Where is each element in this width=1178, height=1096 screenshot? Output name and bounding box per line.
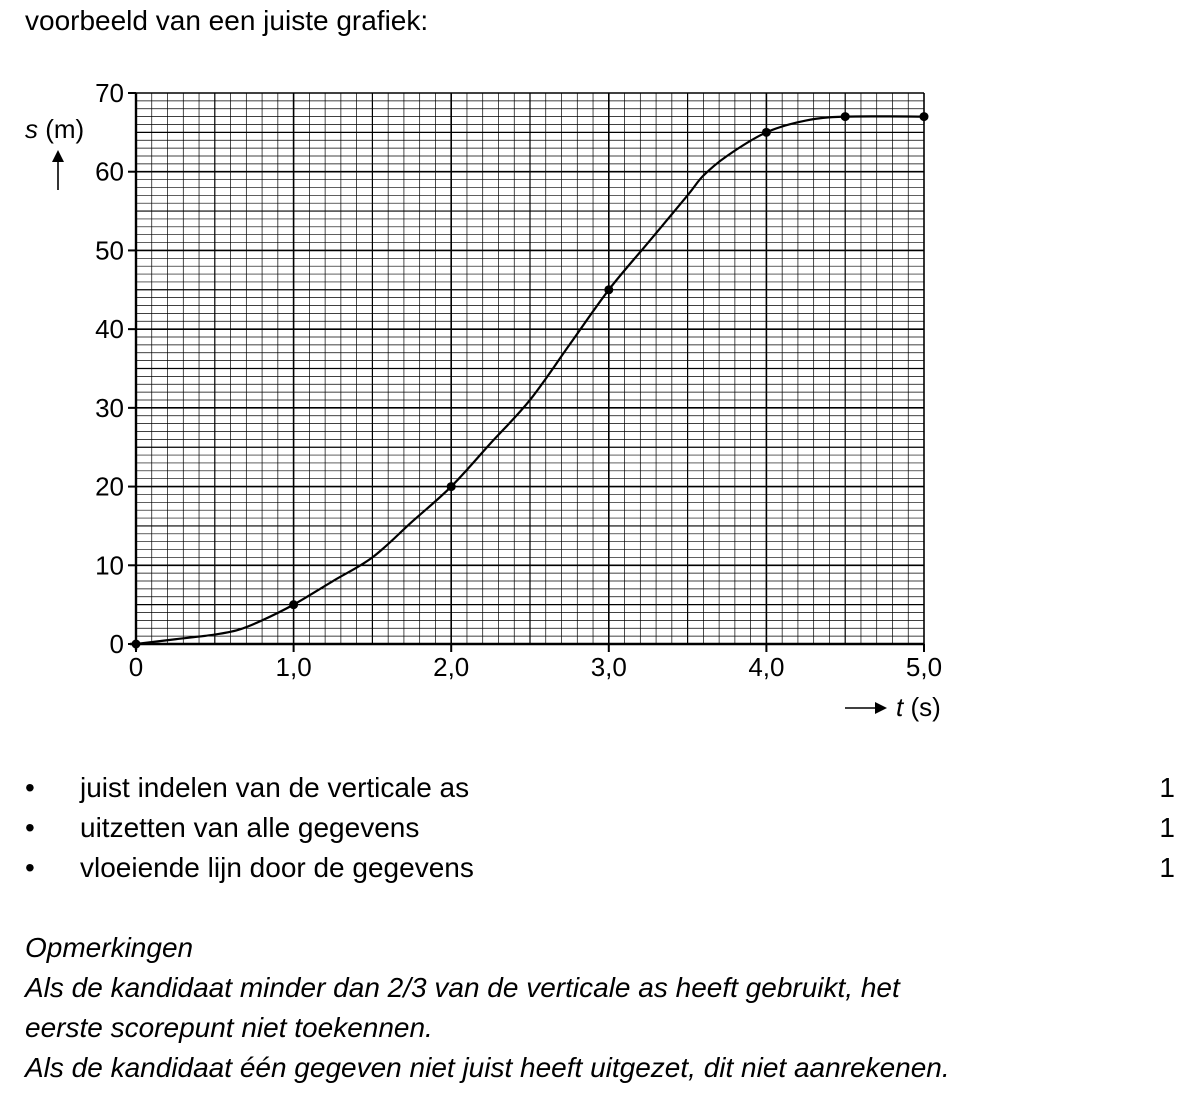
criterion-score: 1 [1159, 772, 1175, 803]
criterion-item [25, 768, 1175, 808]
criterion-item [25, 808, 1175, 848]
data-point [447, 482, 456, 491]
scoring-criteria [25, 768, 1175, 888]
x-tick-label: 1,0 [275, 652, 312, 682]
y-axis-label: s (m) [25, 114, 85, 144]
arrow-right-icon [875, 702, 887, 714]
y-tick-label: 0 [109, 629, 124, 659]
bullet-icon: • [25, 852, 35, 883]
y-tick-label: 60 [95, 156, 124, 187]
remarks-line: eerste scorepunt niet toekennen. [25, 1012, 433, 1043]
data-point [604, 285, 613, 294]
criterion-text: juist indelen van de verticale as [80, 772, 470, 803]
remarks-line: Als de kandidaat één gegeven niet juist heeft uitgezet, dit niet aanrekenen. [25, 1052, 950, 1083]
data-point [841, 112, 850, 121]
criterion-text: uitzetten van alle gegevens [80, 812, 420, 843]
bullet-icon: • [25, 772, 35, 803]
x-axis-label: t (s) [896, 692, 941, 722]
data-point [762, 128, 771, 137]
y-tick-label: 10 [95, 550, 124, 581]
y-tick-label: 40 [95, 314, 124, 345]
data-point [132, 640, 141, 649]
remarks-line: Als de kandidaat minder dan 2/3 van de verticale as heeft gebruikt, het [25, 972, 900, 1003]
arrow-up-icon [52, 150, 64, 162]
x-tick-label: 5,0 [905, 652, 943, 682]
x-tick-label: 2,0 [433, 652, 470, 682]
criterion-item [25, 848, 1175, 888]
intro-text: voorbeeld van een juiste grafiek: [25, 5, 429, 36]
y-tick-label: 20 [95, 471, 124, 502]
y-tick-label: 50 [95, 235, 124, 266]
data-point [289, 600, 298, 609]
criterion-score: 1 [1159, 812, 1175, 843]
criterion-score: 1 [1159, 852, 1175, 883]
remarks-section [25, 928, 1165, 1088]
x-tick-label: 3,0 [590, 652, 627, 682]
remarks-heading: Opmerkingen [25, 932, 194, 963]
data-point [920, 112, 929, 121]
x-tick-label: 0 [128, 652, 144, 682]
x-tick-label: 4,0 [748, 652, 785, 682]
y-tick-label: 70 [95, 78, 124, 108]
criterion-text: vloeiende lijn door de gegevens [80, 852, 474, 883]
bullet-icon: • [25, 812, 35, 843]
y-tick-label: 30 [95, 392, 124, 423]
